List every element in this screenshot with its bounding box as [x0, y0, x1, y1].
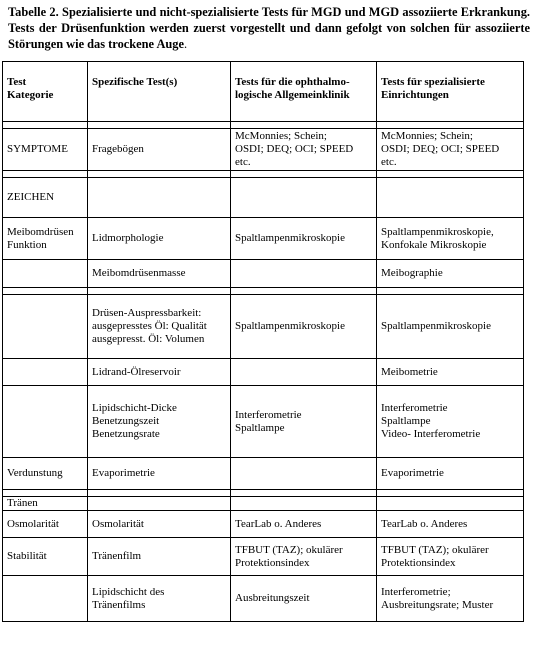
- cell-category: Verdunstung: [3, 458, 88, 490]
- caption-tail: .: [184, 37, 188, 51]
- cell-category: [3, 295, 88, 359]
- cell-general-clinic: [231, 178, 377, 218]
- cell-general-clinic: Interferometrie Spaltlampe: [231, 386, 377, 458]
- cell-general-clinic: TFBUT (TAZ); okulärer Protektionsindex: [231, 538, 377, 576]
- cell-general-clinic: Ausbreitungszeit: [231, 576, 377, 622]
- cell-category: Osmolarität: [3, 511, 88, 538]
- cell-specific-test: Lipidschicht-Dicke Benetzungszeit Benetzungsrate: [88, 386, 231, 458]
- cell-category: ZEICHEN: [3, 178, 88, 218]
- cell-category: Tränen: [3, 497, 88, 511]
- cell-specific-test: [88, 497, 231, 511]
- cell-specific-test: Osmolarität: [88, 511, 231, 538]
- table-row: [3, 538, 524, 576]
- cell-category: Meibomdrüsen Funktion: [3, 218, 88, 260]
- cell-general-clinic: [231, 458, 377, 490]
- cell-specialized: Spaltlampenmikroskopie: [377, 295, 524, 359]
- cell-specific-test: Evaporimetrie: [88, 458, 231, 490]
- table-row: [3, 458, 524, 490]
- cell-specialized: [377, 497, 524, 511]
- table-row: [3, 260, 524, 288]
- header-row: [3, 62, 524, 122]
- table-row: [3, 218, 524, 260]
- cell-category: [3, 576, 88, 622]
- cell-specialized: Spaltlampenmikroskopie, Konfokale Mikroskopie: [377, 218, 524, 260]
- cell-specialized: Evaporimetrie: [377, 458, 524, 490]
- cell-specialized: [377, 178, 524, 218]
- cell-specialized: Meibometrie: [377, 359, 524, 386]
- caption-bold: Tabelle 2. Spezialisierte und nicht-spezialisierte Tests für MGD und MGD assoziierte Erkrankung. Tests der Drüsenfunktion werden zuerst vorgestellt und dann gefolgt von solchen für assoziierte Störungen wie das trockene Auge: [8, 5, 530, 51]
- table-row: [3, 359, 524, 386]
- header-test-category: Test Kategorie: [3, 62, 88, 122]
- cell-specific-test: [88, 178, 231, 218]
- cell-category: [3, 260, 88, 288]
- cell-category: [3, 359, 88, 386]
- table-row: [3, 386, 524, 458]
- cell-specialized: Interferometrie Spaltlampe Video- Interferometrie: [377, 386, 524, 458]
- spacer-row: [3, 288, 524, 295]
- table-row: [3, 295, 524, 359]
- cell-general-clinic: McMonnies; Schein; OSDI; DEQ; OCI; SPEED etc.: [231, 129, 377, 171]
- header-specific-tests: Spezifische Test(s): [88, 62, 231, 122]
- header-general-clinic: Tests für die ophthalmo- logische Allgemeinklinik: [231, 62, 377, 122]
- cell-general-clinic: Spaltlampenmikroskopie: [231, 295, 377, 359]
- cell-specific-test: Lidmorphologie: [88, 218, 231, 260]
- cell-category: Stabilität: [3, 538, 88, 576]
- cell-specialized: Interferometrie; Ausbreitungsrate; Muster: [377, 576, 524, 622]
- cell-specific-test: Tränenfilm: [88, 538, 231, 576]
- cell-specialized: TearLab o. Anderes: [377, 511, 524, 538]
- cell-category: [3, 386, 88, 458]
- cell-specialized: McMonnies; Schein; OSDI; DEQ; OCI; SPEED etc.: [377, 129, 524, 171]
- cell-general-clinic: Spaltlampenmikroskopie: [231, 218, 377, 260]
- cell-general-clinic: [231, 359, 377, 386]
- table-row: [3, 178, 524, 218]
- table-row: [3, 497, 524, 511]
- cell-general-clinic: [231, 497, 377, 511]
- spacer-row: [3, 490, 524, 497]
- cell-specialized: TFBUT (TAZ); okulärer Protektionsindex: [377, 538, 524, 576]
- cell-specific-test: Lidrand-Ölreservoir: [88, 359, 231, 386]
- table-row: [3, 129, 524, 171]
- cell-general-clinic: [231, 260, 377, 288]
- cell-specific-test: Meibomdrüsenmasse: [88, 260, 231, 288]
- cell-specific-test: Lipidschicht des Tränenfilms: [88, 576, 231, 622]
- cell-general-clinic: TearLab o. Anderes: [231, 511, 377, 538]
- cell-specific-test: Fragebögen: [88, 129, 231, 171]
- table-row: [3, 576, 524, 622]
- table-caption: [8, 4, 530, 52]
- spacer-row: [3, 122, 524, 129]
- table-row: [3, 511, 524, 538]
- cell-category: SYMPTOME: [3, 129, 88, 171]
- tests-table: [2, 61, 524, 622]
- cell-specialized: Meibographie: [377, 260, 524, 288]
- cell-specific-test: Drüsen-Auspressbarkeit: ausgepresstes Öl: Qualität ausgepresst. Öl: Volumen: [88, 295, 231, 359]
- header-specialized-facilities: Tests für spezialisierte Einrichtungen: [377, 62, 524, 122]
- spacer-row: [3, 171, 524, 178]
